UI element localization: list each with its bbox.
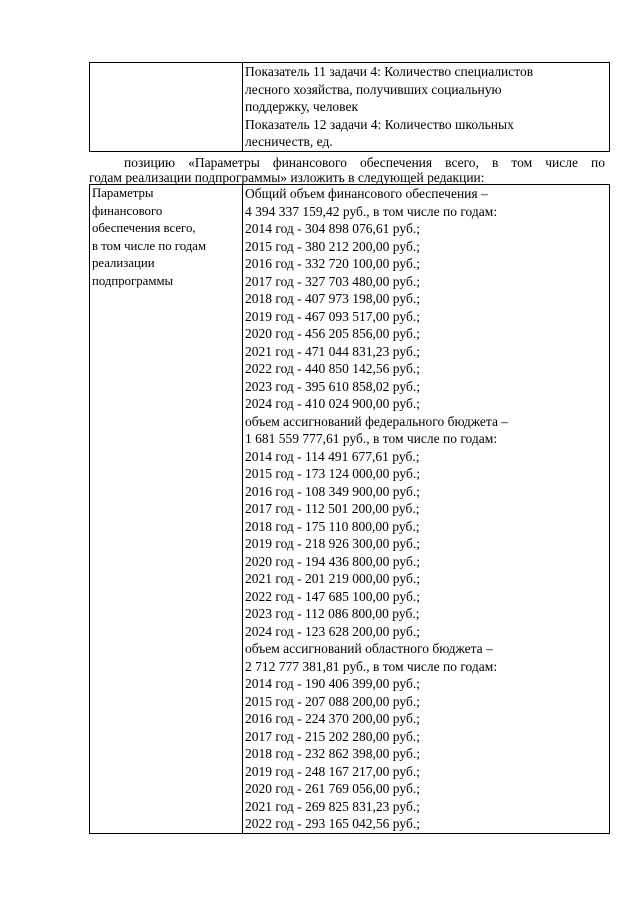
label-line: в том числе по годам (92, 238, 207, 253)
financing-line: 2015 год - 380 212 200,00 руб.; (245, 238, 420, 254)
financing-table (89, 184, 610, 834)
financing-line: 2018 год - 407 973 198,00 руб.; (245, 291, 420, 306)
financing-line: 2024 год - 410 024 900,00 руб.; (245, 396, 420, 411)
label-line: финансового (92, 203, 163, 218)
financing-line: 2021 год - 269 825 831,23 руб.; (245, 798, 420, 814)
financing-line: 2020 год - 261 769 056,00 руб.; (245, 781, 420, 796)
financing-line: 2014 год - 304 898 076,61 руб.; (245, 221, 420, 236)
financing-line: 2015 год - 207 088 200,00 руб.; (245, 693, 420, 709)
instruction-paragraph (89, 155, 605, 185)
financing-line: 2022 год - 293 165 042,56 руб.; (245, 816, 420, 831)
indicator-line: лесничеств, ед. (245, 134, 333, 149)
financing-line: 2016 год - 224 370 200,00 руб.; (245, 711, 420, 726)
financing-line: 2018 год - 175 110 800,00 руб.; (245, 518, 420, 534)
financing-line: 2020 год - 194 436 800,00 руб.; (245, 553, 420, 569)
financing-line: 2019 год - 248 167 217,00 руб.; (245, 763, 420, 779)
indicators-empty-cell (90, 63, 243, 152)
table-row (90, 63, 610, 152)
financing-line: 2017 год - 112 501 200,00 руб.; (245, 501, 420, 516)
financing-line: 2023 год - 395 610 858,02 руб.; (245, 378, 420, 394)
financing-line: 2020 год - 456 205 856,00 руб.; (245, 326, 420, 341)
financing-line: 2022 год - 440 850 142,56 руб.; (245, 361, 420, 376)
financing-line: 2018 год - 232 862 398,00 руб.; (245, 746, 420, 761)
financing-label-cell (90, 185, 243, 834)
financing-line: 2019 год - 467 093 517,00 руб.; (245, 308, 420, 324)
financing-line: объем ассигнований областного бюджета – (245, 641, 493, 656)
label-line: Параметры (92, 186, 154, 200)
indicator-line: поддержку, человек (245, 99, 359, 114)
table-row (90, 185, 610, 834)
paragraph-line-1: позицию «Параметры финансового обеспечения всего, в том числе по (124, 155, 605, 170)
financing-line: 2016 год - 108 349 900,00 руб.; (245, 483, 420, 499)
financing-line: 2014 год - 190 406 399,00 руб.; (245, 676, 420, 691)
label-line: реализации (92, 256, 155, 270)
indicator-line: лесного хозяйства, получивших социальную (245, 81, 502, 97)
financing-line: 2017 год - 215 202 280,00 руб.; (245, 728, 420, 744)
label-line: подпрограммы (92, 273, 174, 288)
indicator-line: Показатель 11 задачи 4: Количество специалистов (245, 64, 534, 79)
financing-line: Общий объем финансового обеспечения – (245, 186, 488, 201)
paragraph-line-2: годам реализации подпрограммы» изложить в следующей редакции: (89, 170, 485, 185)
indicators-text-cell (243, 63, 610, 152)
financing-line: 2024 год - 123 628 200,00 руб.; (245, 623, 420, 639)
financing-line: 2019 год - 218 926 300,00 руб.; (245, 536, 420, 551)
financing-line: 2014 год - 114 491 677,61 руб.; (245, 448, 420, 464)
financing-line: 1 681 559 777,61 руб., в том числе по годам: (245, 431, 498, 446)
financing-line: 4 394 337 159,42 руб., в том числе по годам: (245, 203, 498, 219)
financing-line: 2021 год - 471 044 831,23 руб.; (245, 343, 420, 359)
label-line: обеспечения всего, (92, 221, 196, 235)
financing-values-cell (243, 185, 610, 834)
financing-line: 2015 год - 173 124 000,00 руб.; (245, 466, 420, 481)
financing-line: 2017 год - 327 703 480,00 руб.; (245, 273, 420, 289)
financing-line: 2023 год - 112 086 800,00 руб.; (245, 606, 420, 621)
indicators-table (89, 62, 610, 152)
financing-line: 2022 год - 147 685 100,00 руб.; (245, 588, 420, 604)
financing-line: объем ассигнований федерального бюджета – (245, 413, 509, 429)
indicator-line: Показатель 12 задачи 4: Количество школьных (245, 116, 514, 132)
financing-line: 2021 год - 201 219 000,00 руб.; (245, 571, 420, 586)
financing-line: 2016 год - 332 720 100,00 руб.; (245, 256, 420, 271)
financing-line: 2 712 777 381,81 руб., в том числе по годам: (245, 658, 498, 674)
